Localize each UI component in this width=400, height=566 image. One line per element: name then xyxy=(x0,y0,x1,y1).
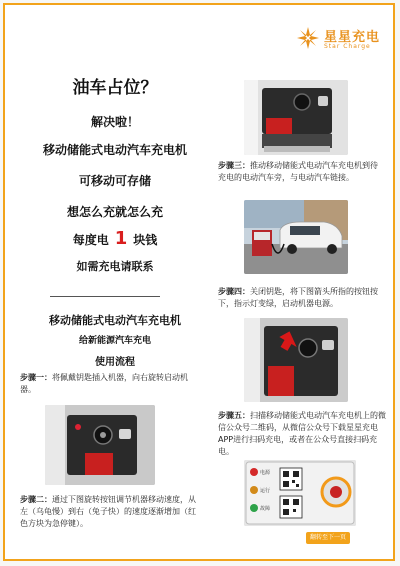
step-text: 关闭钥匙，将下图箭头所指的按钮按下，指示灯变绿，启动机器电源。 xyxy=(218,287,378,308)
step-text: 扫描移动储能式电动汽车充电机上的微信公众号二维码，从微信公众号下载星星充电APP进行扫码充电，或者在公众号直接扫码充电。 xyxy=(218,411,386,456)
power-button-illustration xyxy=(244,318,348,402)
hero-line-product: 移动储能式电动汽车充电机 xyxy=(42,143,187,157)
panel-label-running: 运行 xyxy=(260,488,271,494)
next-page-button[interactable]: 翻转至下一页 xyxy=(306,532,350,544)
hero-headline: 油车占位？ xyxy=(72,78,158,98)
step-text: 通过下图旋转按钮调节机器移动速度，从左（乌龟慢）到右（兔子快）的速度逐渐增加（红色方块为急停键）。 xyxy=(20,495,196,528)
photo-machine-top xyxy=(244,80,348,155)
step-text: 将佩戴钥匙插入机器，向右旋转启动机器。 xyxy=(20,373,188,394)
step-1 xyxy=(20,372,200,396)
usage-flow: 使用流程 xyxy=(95,357,135,368)
brand-logo xyxy=(296,24,381,52)
usage-subtitle: 给新能源汽车充电 xyxy=(78,336,151,346)
photo-control-panel xyxy=(244,460,356,526)
hero-line-charge: 想怎么充就怎么充 xyxy=(66,205,163,219)
step-text: 推动移动储能式电动汽车充电机到待充电的电动汽车旁，与电动汽车链接。 xyxy=(218,161,378,182)
step-label: 步骤四： xyxy=(218,287,250,296)
step-5 xyxy=(218,410,388,458)
step-label: 步骤三： xyxy=(218,161,250,170)
step-2 xyxy=(20,494,202,530)
panel-label-power: 电源 xyxy=(260,470,271,476)
step-label: 步骤二： xyxy=(20,495,52,504)
usage-title: 移动储能式电动汽车充电机 xyxy=(49,314,181,327)
photo-key-switch xyxy=(45,405,155,485)
step-label: 步骤一： xyxy=(20,373,52,382)
brand-name-cn: 星星充电 xyxy=(324,30,381,45)
photo-car-charging xyxy=(244,200,348,274)
star-logo-icon xyxy=(296,26,320,50)
hero-line-solved: 解决啦！ xyxy=(90,115,139,129)
hero-contact: 如需充电请联系 xyxy=(76,260,154,273)
step-3 xyxy=(218,160,384,184)
panel-label-fault: 故障 xyxy=(260,506,271,512)
hero-line-mobile: 可移动可存储 xyxy=(78,174,151,188)
key-switch-illustration xyxy=(45,405,155,485)
step-label: 步骤五： xyxy=(218,411,250,420)
price-prefix: 每度电 xyxy=(72,233,109,247)
price-suffix: 块钱 xyxy=(133,233,158,247)
car-charging-illustration xyxy=(244,200,348,274)
brand-name-en: Star Charge xyxy=(324,43,371,50)
photo-power-button xyxy=(244,318,348,402)
hero-price-line xyxy=(20,228,210,249)
section-divider xyxy=(50,296,160,297)
step-4 xyxy=(218,286,382,310)
price-value: 1 xyxy=(114,228,128,249)
machine-top-illustration xyxy=(244,80,348,155)
